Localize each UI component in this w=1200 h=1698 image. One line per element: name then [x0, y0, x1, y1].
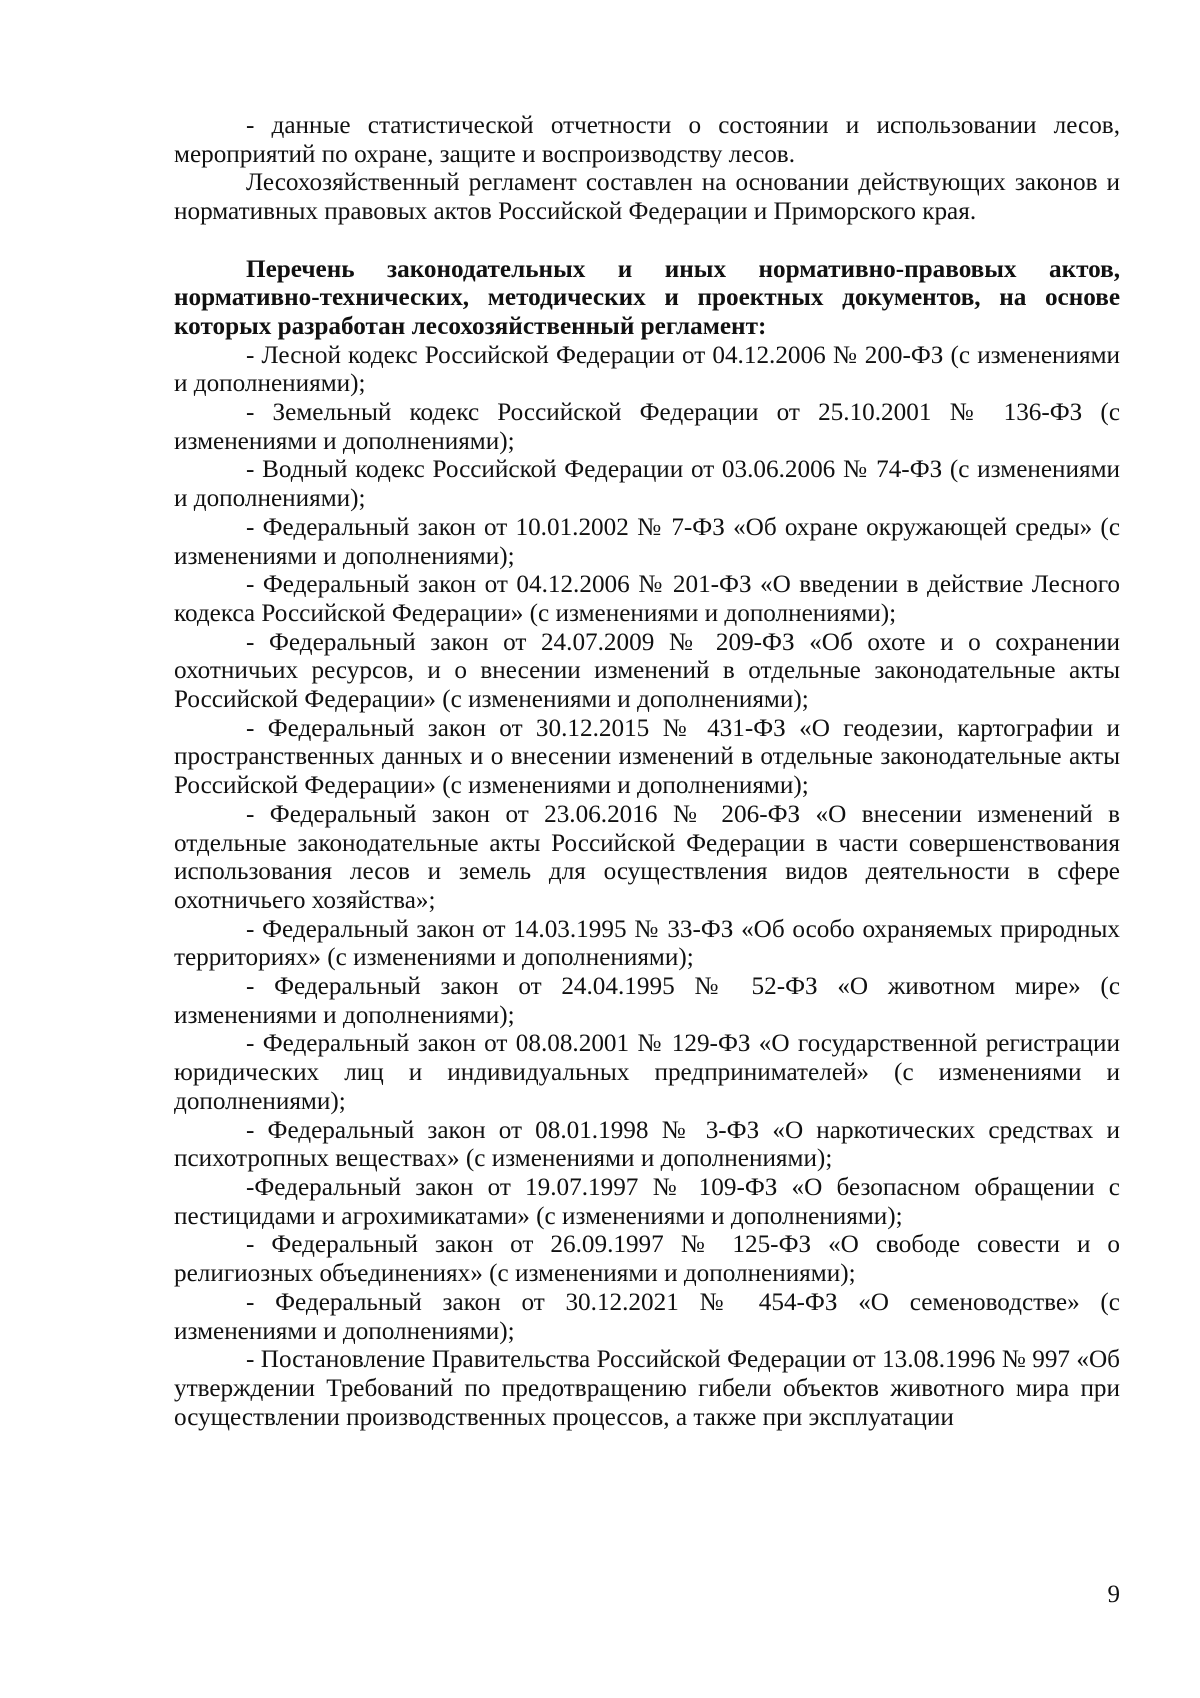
list-item: -Федеральный закон от 19.07.1997 № 109-ФЗ «О безопасном обращении с пестицидами и агрохимикатами» (с изменениями и дополнениями); [174, 1174, 1120, 1230]
list-item: - Постановление Правительства Российской Федерации от 13.08.1996 № 997 «Об утверждении Требований по предотвращению гибели объектов животного мира при осуществлении производственных процессов, а также при эксплуатации [174, 1346, 1120, 1431]
list-item: - Федеральный закон от 30.12.2021 № 454-ФЗ «О семеноводстве» (с изменениями и дополнениями); [174, 1288, 1120, 1345]
intro-basis: Лесохозяйственный регламент составлен на основании действующих законов и нормативных правовых актов Российской Федерации и Приморского края. [174, 169, 1120, 226]
list-item: - Федеральный закон от 08.08.2001 № 129-ФЗ «О государственной регистрации юридических лиц и индивидуальных предпринимателей» (с изменениями и дополнениями); [174, 1030, 1120, 1115]
list-item: - Федеральный закон от 24.07.2009 № 209-ФЗ «Об охоте и о сохранении охотничьих ресурсов, и о внесении изменений в отдельные законодательные акты Российской Федерации» (с изменениями и дополнениями); [174, 628, 1120, 714]
list-item: - Федеральный закон от 14.03.1995 № 33-ФЗ «Об особо охраняемых природных территориях» (с изменениями и дополнениями); [174, 915, 1120, 972]
list-item: - Водный кодекс Российской Федерации от 03.06.2006 № 74-ФЗ (с изменениями и дополнениями); [174, 456, 1120, 513]
list-item: - Земельный кодекс Российской Федерации от 25.10.2001 № 136-ФЗ (с изменениями и дополнениями); [174, 399, 1120, 455]
list-item: - Лесной кодекс Российской Федерации от 04.12.2006 № 200-ФЗ (с изменениями и дополнениями); [174, 341, 1120, 398]
list-item: - Федеральный закон от 30.12.2015 № 431-ФЗ «О геодезии, картографии и пространственных данных и о внесении изменений в отдельные законодательные акты Российской Федерации» (с изменениями и дополнениями); [174, 714, 1120, 800]
list-item: - Федеральный закон от 26.09.1997 № 125-ФЗ «О свободе совести и о религиозных объединениях» (с изменениями и дополнениями); [174, 1231, 1120, 1288]
section-heading: Перечень законодательных и иных нормативно-правовых актов, нормативно-технических, методических и проектных документов, на основе которых разработан лесохозяйственный регламент: [174, 255, 1120, 340]
list-item: - Федеральный закон от 10.01.2002 № 7-ФЗ «Об охране окружающей среды» (с изменениями и дополнениями); [174, 513, 1120, 570]
document-page [174, 112, 1120, 1432]
list-item: - Федеральный закон от 08.01.1998 № 3-ФЗ «О наркотических средствах и психотропных веществах» (с изменениями и дополнениями); [174, 1116, 1120, 1173]
page-number: 9 [1107, 1581, 1120, 1608]
list-item: - Федеральный закон от 24.04.1995 № 52-ФЗ «О животном мире» (с изменениями и дополнениями); [174, 973, 1120, 1029]
intro-stats-item: - данные статистической отчетности о состоянии и использовании лесов, мероприятий по охране, защите и воспроизводству лесов. [174, 112, 1120, 168]
list-item: - Федеральный закон от 04.12.2006 № 201-ФЗ «О введении в действие Лесного кодекса Российской Федерации» (с изменениями и дополнениями); [174, 571, 1120, 627]
list-item: - Федеральный закон от 23.06.2016 № 206-ФЗ «О внесении изменений в отдельные законодательные акты Российской Федерации в части совершенствования использования лесов и земель для осуществления видов деятельности в сфере охотничьего хозяйства»; [174, 800, 1120, 914]
